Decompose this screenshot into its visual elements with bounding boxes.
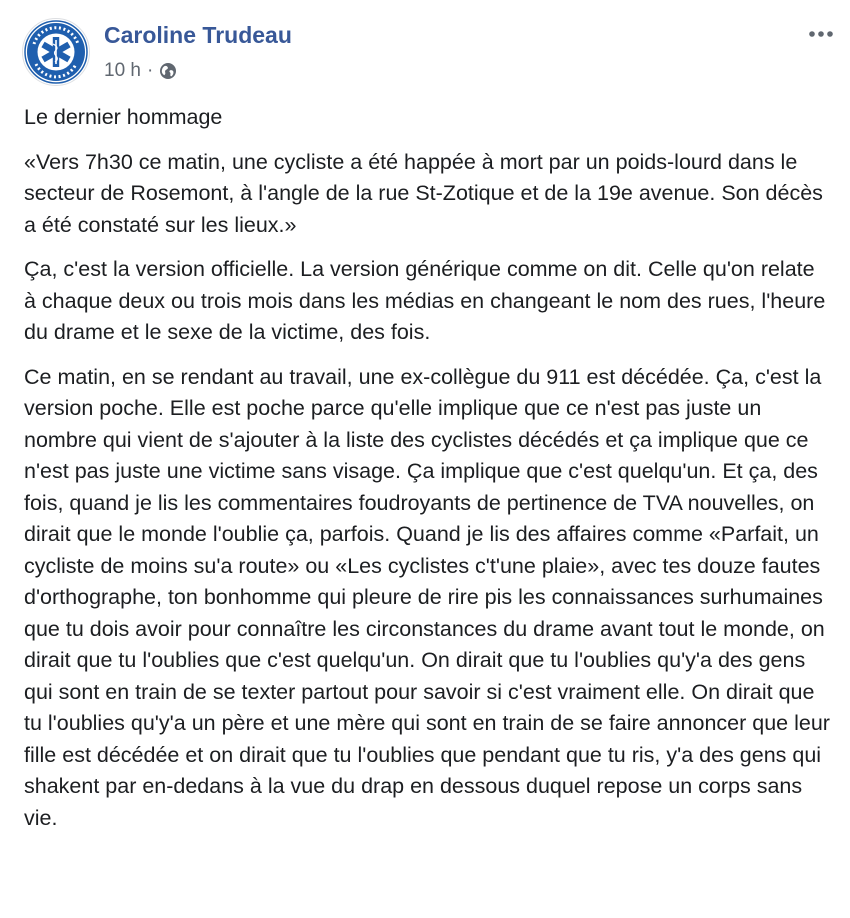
globe-icon[interactable] (159, 62, 177, 80)
post-header (0, 0, 850, 100)
post-paragraph: Ce matin, en se rendant au travail, une ex-collègue du 911 est décédée. Ça, c'est la version poche. Elle est poche parce qu'elle implique que ce n'est pas juste un nombre qui vient de s'ajouter à la liste des cyclistes décédés et ça implique que ce n'est pas juste une victime sans visage. Ça implique que c'est quelqu'un. Et ça, des fois, quand je lis les commentaires foudroyants de pertinence de TVA nouvelles, on dirait que le monde l'oublie ça, parfois. Quand je lis des affaires comme «Parfait, un cycliste de moins su'a route» ou «Les cyclistes c't'une plaie», avec tes douze fautes d'orthographe, ton bonhomme qui pleure de rire pis les connaissances surhumaines que tu dois avoir pour connaître les circonstances du drame avant tout le monde, on dirait que tu l'oublies que c'est quelqu'un. On dirait que tu l'oublies qu'y'a des gens qui sont en train de se texter partout pour savoir si c'est vraiment elle. On dirait que tu l'oublies qu'y'a un père et une mère qui sont en train de se faire annoncer que leur fille est décédée et on dirait que tu l'oublies que pendant que tu ris, y'a des gens qui shakent par en-dedans à la vue du drap en dessous duquel repose un corps sans vie. (24, 364, 830, 830)
post-body (24, 102, 830, 847)
post-paragraph: Ça, c'est la version officielle. La version générique comme on dit. Celle qu'on relate à chaque deux ou trois mois dans les médias en changeant le nom des rues, l'heure du drame et le sexe de la victime, des fois. (24, 257, 826, 344)
post-meta (104, 60, 177, 82)
more-options-icon[interactable] (806, 26, 836, 42)
star-of-life-badge-icon (23, 19, 89, 85)
meta-separator: · (146, 60, 154, 81)
post-paragraph-quote: «Vers 7h30 ce matin, une cycliste a été happée à mort par un poids-lourd dans le secteur de Rosemont, à l'angle de la rue St-Zotique et de la 19e avenue. Son décès a été constaté sur les lieux.» (24, 149, 823, 237)
avatar[interactable] (22, 18, 90, 86)
post-timestamp[interactable]: 10 h (104, 60, 141, 81)
author-name[interactable]: Caroline Trudeau (104, 22, 292, 48)
post-paragraph-title: Le dernier hommage (24, 105, 223, 129)
